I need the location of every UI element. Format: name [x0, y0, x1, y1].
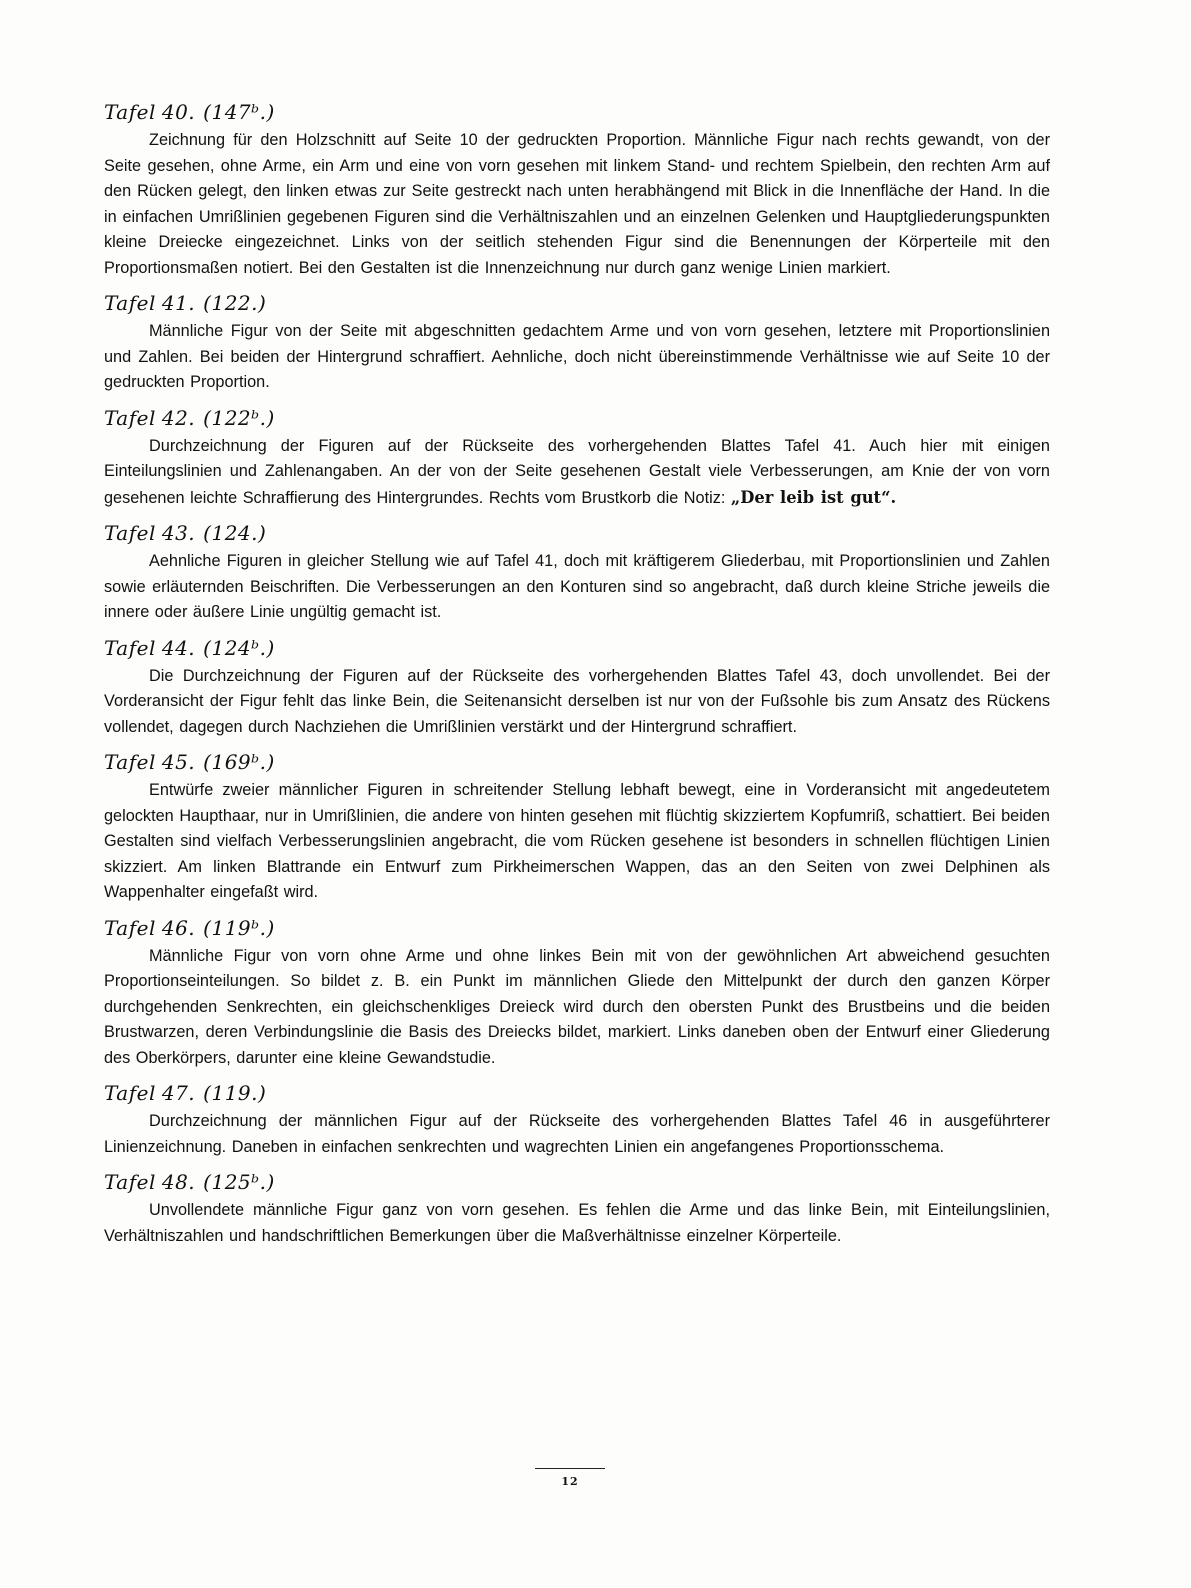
plate-number: 46.	[161, 915, 196, 940]
plate-number: 47.	[161, 1081, 196, 1105]
footer-divider	[535, 1468, 605, 1469]
page-content	[104, 98, 1050, 1257]
entry-label: Tafel	[104, 521, 156, 545]
page-number: 12	[561, 1475, 579, 1488]
folio-reference: (119.)	[203, 1081, 267, 1105]
entry-description	[104, 434, 1050, 512]
entry-heading	[104, 289, 1050, 317]
plate-number: 41.	[161, 291, 196, 315]
entry-heading	[104, 914, 1050, 942]
folio-reference: (122ᵇ.)	[203, 405, 275, 430]
entry-description-text: Durchzeichnung der Figuren auf der Rückseite des vorhergehenden Blattes Tafel 41. Auch hier mit einigen Einteilungslinien und Zahlenangaben. An der von der Seite gesehenen Gestalt viele Verbesserungen, am Knie der von vorn gesehenen leichte Schraffierung des Hintergrundes. Rechts vom Brustkorb die Notiz:	[104, 436, 1050, 507]
entry-heading	[104, 1079, 1050, 1107]
entry-heading	[104, 98, 1050, 126]
entry-heading	[104, 1168, 1050, 1196]
plate-number: 43.	[161, 521, 196, 545]
entry-label: Tafel	[104, 291, 156, 315]
folio-reference: (119ᵇ.)	[203, 915, 275, 940]
entry-description: Entwürfe zweier männlicher Figuren in schreitender Stellung lebhaft bewegt, eine in Vorderansicht mit angedeutetem gelockten Haupthaar, nur in Umrißlinien, die andere von hinten gesehen mit flüchtig skizziertem Kopfumriß, schattiert. Bei beiden Gestalten sind vielfach Verbesserungslinien angebracht, die vom Rücken gesehene ist besonders in schnellen flüchtigen Linien skizziert. Am linken Blattrande ein Entwurf zum Pirkheimerschen Wappen, das an den Seiten von zwei Delphinen als Wappenhalter eingefaßt wird.	[104, 781, 1050, 901]
catalog-entry-42	[104, 404, 1050, 512]
folio-reference: (122.)	[203, 291, 267, 315]
entry-label: Tafel	[104, 750, 156, 774]
catalog-entry-47	[104, 1079, 1050, 1160]
plate-number: 40.	[161, 100, 196, 124]
entry-label: Tafel	[104, 405, 156, 430]
entry-label: Tafel	[104, 1170, 156, 1194]
entry-description: Aehnliche Figuren in gleicher Stellung wie auf Tafel 41, doch mit kräftigerem Gliederbau, mit Proportionslinien und Zahlen sowie erläuternden Beischriften. Die Verbesserungen an den Konturen sind so angebracht, daß durch kleine Striche jeweils die innere oder äußere Linie ungültig gemacht ist.	[104, 552, 1050, 621]
folio-reference: (125ᵇ.)	[203, 1170, 275, 1194]
entry-description: Männliche Figur von vorn ohne Arme und ohne linkes Bein mit von der gewöhnlichen Art abweichend gesuchten Proportionseinteilungen. So bildet z. B. ein Punkt im männlichen Gliede den Mittelpunkt der durch den ganzen Körper durchgehenden Senkrechten, ein gleichschenkliges Dreieck wird durch den obersten Punkt des Brustbeins und die beiden Brustwarzen, deren Verbindungslinie die Basis des Dreiecks bildet, markiert. Links daneben oben der Entwurf einer Gliederung des Oberkörpers, darunter eine kleine Gewandstudie.	[104, 946, 1050, 1067]
page-footer	[535, 1468, 605, 1488]
plate-number: 42.	[161, 405, 196, 430]
entry-heading	[104, 519, 1050, 547]
folio-reference: (147ᵇ.)	[203, 100, 275, 124]
entry-label: Tafel	[104, 1081, 156, 1105]
entry-description: Unvollendete männliche Figur ganz von vorn gesehen. Es fehlen die Arme und das linke Bein, mit Einteilungslinien, Verhältniszahlen und handschriftlichen Bemerkungen über die Maßverhältnisse einzelner Körperteile.	[104, 1201, 1050, 1245]
plate-number: 48.	[161, 1170, 196, 1194]
entry-description: Männliche Figur von der Seite mit abgeschnitten gedachtem Arme und von vorn gesehen, letztere mit Proportionslinien und Zahlen. Bei beiden der Hintergrund schraffiert. Aehnliche, doch nicht übereinstimmende Verhältnisse wie auf Seite 10 der gedruckten Proportion.	[104, 322, 1050, 391]
plate-number: 45.	[161, 750, 196, 774]
fraktur-quote: „Der leib ist gut“.	[730, 487, 897, 507]
entry-label: Tafel	[104, 915, 156, 940]
folio-reference: (124.)	[203, 521, 267, 545]
folio-reference: (169ᵇ.)	[203, 750, 275, 774]
entry-description: Durchzeichnung der männlichen Figur auf der Rückseite des vorhergehenden Blattes Tafel 46 in ausgeführterer Linienzeichnung. Daneben in einfachen senkrechten und wagrechten Linien ein angefangenes Proportionsschema.	[104, 1112, 1050, 1156]
catalog-entry-45	[104, 748, 1050, 906]
catalog-entry-43	[104, 519, 1050, 626]
entry-description: Die Durchzeichnung der Figuren auf der Rückseite des vorhergehenden Blattes Tafel 43, doch unvollendet. Bei der Vorderansicht der Figur fehlt das linke Bein, die Seitenansicht derselben ist nur von der Fußsohle bis zum Ansatz des Rückens vollendet, dagegen durch Nachziehen die Umrißlinien verstärkt und der Hintergrund schraffiert.	[104, 666, 1050, 736]
entry-label: Tafel	[104, 635, 156, 660]
plate-number: 44.	[161, 635, 196, 660]
entry-heading	[104, 634, 1050, 662]
entry-heading	[104, 404, 1050, 432]
folio-reference: (124ᵇ.)	[203, 635, 275, 660]
catalog-entry-40	[104, 98, 1050, 281]
entry-label: Tafel	[104, 100, 156, 124]
catalog-entry-44	[104, 634, 1050, 741]
catalog-entry-48	[104, 1168, 1050, 1249]
catalog-entry-41	[104, 289, 1050, 396]
catalog-entry-46	[104, 914, 1050, 1072]
entry-description: Zeichnung für den Holzschnitt auf Seite 10 der gedruckten Proportion. Männliche Figur nach rechts gewandt, von der Seite gesehen, ohne Arme, ein Arm und eine von vorn gesehen mit linkem Stand- und rechtem Spielbein, den rechten Arm auf den Rücken gelegt, den linken etwas zur Seite gestreckt nach unten herabhängend mit Blick in die Innenfläche der Hand. In die in einfachen Umrißlinien gegebenen Figuren sind die Verhältniszahlen und an einzelnen Gelenken und Hauptgliederungspunkten kleine Dreiecke eingezeichnet. Links von der seitlich stehenden Figur sind die Benennungen der Körperteile mit den Proportionsmaßen notiert. Bei den Gestalten ist die Innenzeichnung nur durch ganz wenige Linien markiert.	[104, 131, 1050, 277]
entry-heading	[104, 748, 1050, 776]
